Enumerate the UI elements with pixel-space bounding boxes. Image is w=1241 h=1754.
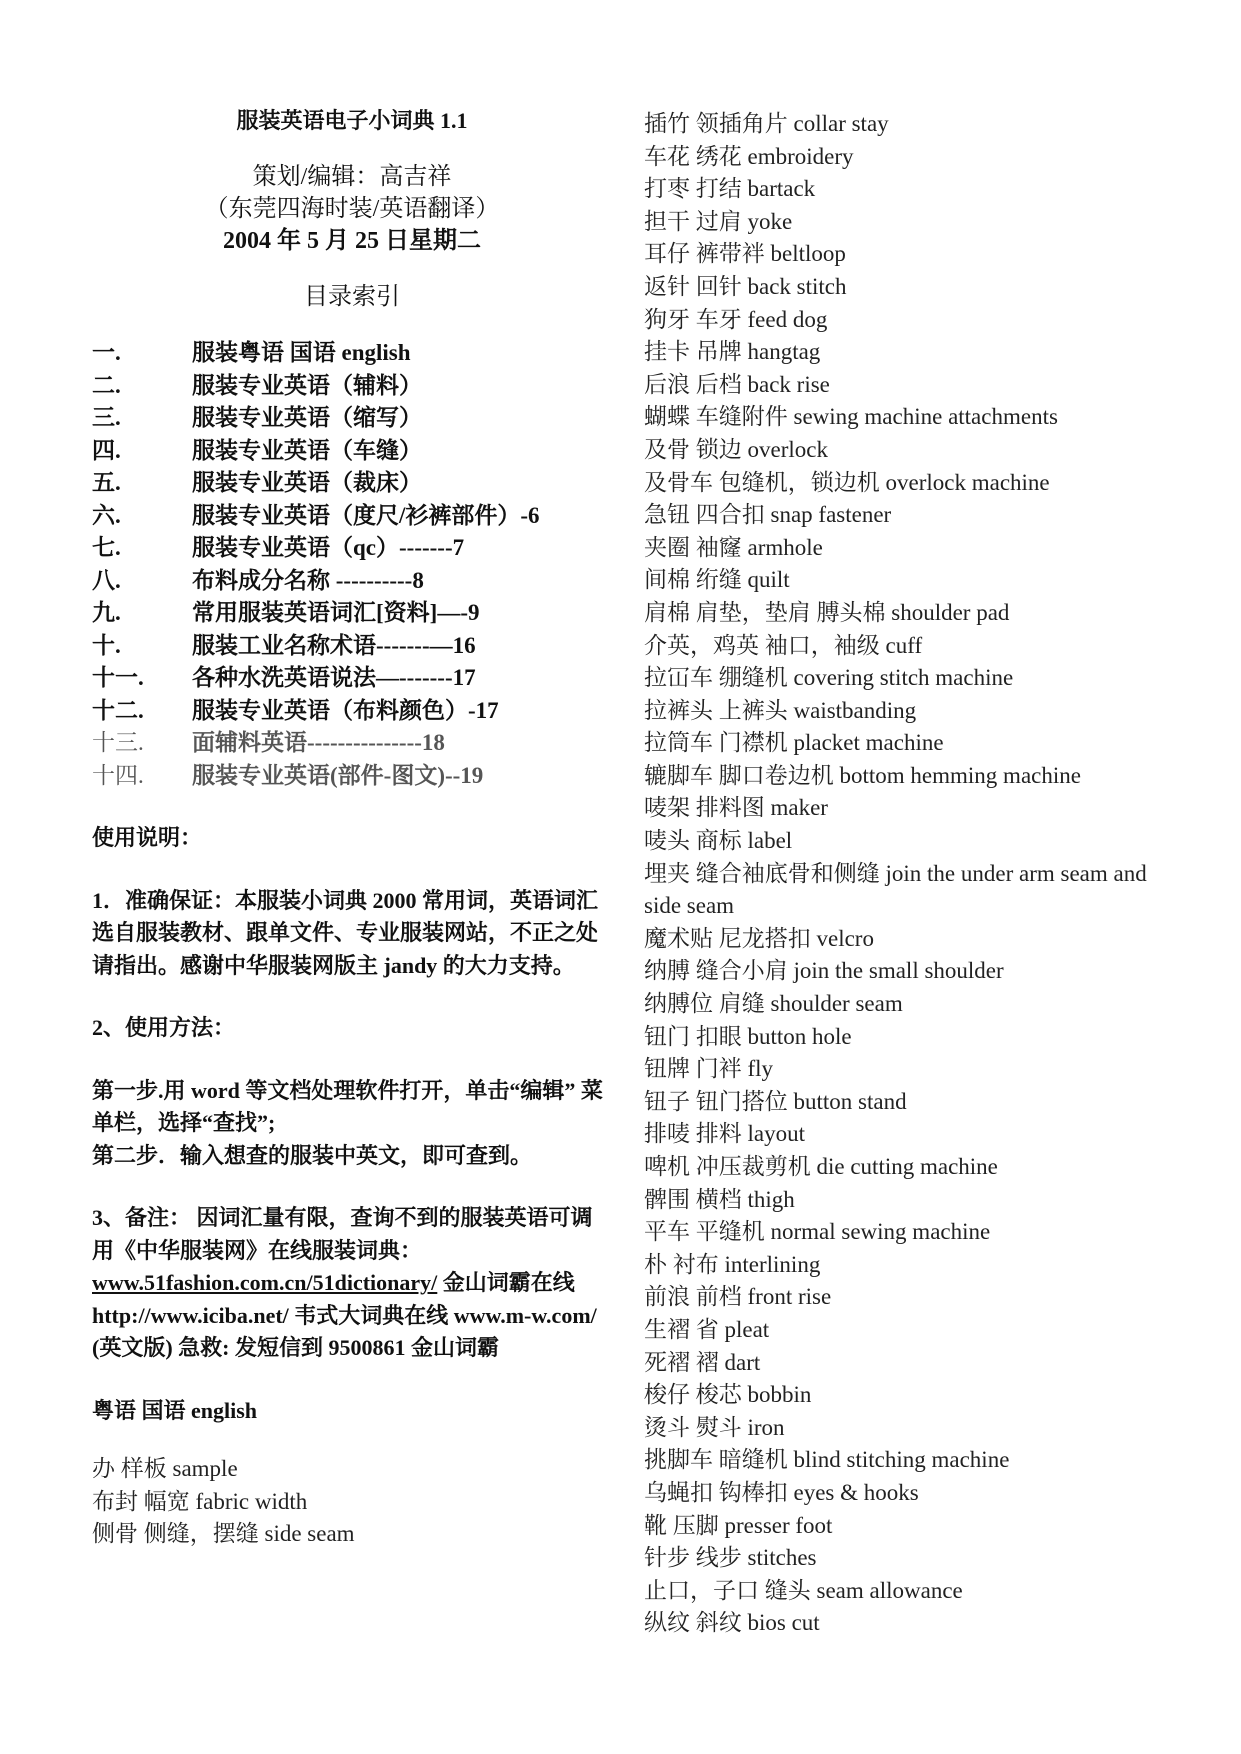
glossary-entry: 打枣 打结 bartack <box>644 176 816 202</box>
toc-item-number: 四. <box>92 437 121 463</box>
glossary-entry: 髀围 横档 thigh <box>644 1186 795 1212</box>
toc-item-label: 服装专业英语（qc）-------7 <box>192 535 465 560</box>
toc-item-number: 五. <box>92 470 121 495</box>
glossary-entry: 侧骨 侧缝，摆缝 side seam <box>92 1521 355 1547</box>
toc-item-label: 布料成分名称 ----------8 <box>192 567 424 593</box>
glossary-entry: 间棉 绗缝 quilt <box>644 567 790 593</box>
glossary-entry: 前浪 前档 front rise <box>644 1284 832 1310</box>
glossary-entry: 纳膊位 肩缝 shoulder seam <box>644 991 903 1017</box>
glossary-entry: 办 样板 sample <box>92 1456 238 1481</box>
glossary-entry: 辘脚车 脚口卷边机 bottom hemming machine <box>644 762 1081 788</box>
glossary-entry: 布封 幅宽 fabric width <box>92 1488 308 1514</box>
toc-item-number: 十三. <box>92 730 144 755</box>
glossary-entry: 拉冚车 绷缝机 covering stitch machine <box>644 665 1014 691</box>
toc-item-label: 服装粤语 国语 english <box>192 340 411 365</box>
toc-item-label: 服装专业英语（度尺/衫裤部件）-6 <box>192 502 540 528</box>
editor-line: 策划/编辑：高吉祥 <box>252 164 452 190</box>
toc-item <box>92 532 612 565</box>
toc-item-number: 七. <box>92 535 121 560</box>
glossary-entry: 拉裤头 上裤头 waistbanding <box>644 697 917 723</box>
glossary-entry: 钮门 扣眼 button hole <box>644 1023 852 1049</box>
glossary-entry: 啤机 冲压裁剪机 die cutting machine <box>644 1154 998 1179</box>
glossary-entry: 梭仔 梭芯 bobbin <box>644 1382 812 1408</box>
toc-item-number: 十一. <box>92 665 144 690</box>
toc-item-label: 服装专业英语（裁床） <box>192 470 422 495</box>
dictionary-link[interactable]: www.51fashion.com.cn/51dictionary/ <box>92 1270 438 1295</box>
glossary-entry: 急钮 四合扣 snap fastener <box>644 502 892 528</box>
glossary-entry: 介英，鸡英 袖口，袖级 cuff <box>644 632 923 658</box>
glossary-list-left <box>92 1453 612 1551</box>
table-of-contents <box>92 337 612 792</box>
glossary-entry: 肩棉 肩垫，垫肩 膊头棉 shoulder pad <box>644 599 1010 625</box>
glossary-entry: 死褶 褶 dart <box>644 1349 761 1375</box>
glossary-entry: 靴 压脚 presser foot <box>644 1512 833 1538</box>
toc-item-number: 十四. <box>92 762 144 788</box>
toc-item <box>92 597 612 630</box>
toc-item-label: 服装专业英语（辅料） <box>192 372 422 398</box>
toc-item-number: 十. <box>92 632 121 658</box>
glossary-entry: 钮牌 门袢 fly <box>644 1056 774 1082</box>
toc-item-number: 三. <box>92 405 121 430</box>
glossary-entry: 车花 绣花 embroidery <box>644 143 854 169</box>
toc-item-label: 各种水洗英语说法—-------17 <box>192 665 476 690</box>
usage-step-1: 第一步.用 word 等文档处理软件打开，单击“编辑” 菜单栏，选择“查找”; <box>92 1077 603 1135</box>
note-text: 3、备注： 因词汇量有限，查询不到的服装英语可调用《中华服装网》在线服装词典： <box>92 1205 593 1263</box>
glossary-entry: 埋夹 缝合袖底骨和侧缝 join the under arm seam and side seam <box>644 860 1147 919</box>
toc-item-number: 一. <box>92 340 121 365</box>
glossary-entry: 插竹 领插角片 collar stay <box>644 111 889 136</box>
toc-item <box>92 435 612 468</box>
left-column <box>92 105 612 1551</box>
usage-step-2: 第二步．输入想查的服装中英文，即可查到。 <box>92 1142 533 1168</box>
toc-item <box>92 467 612 500</box>
glossary-entry: 唛头 商标 label <box>644 828 793 854</box>
glossary-entry: 乌蝇扣 钩棒扣 eyes & hooks <box>644 1479 919 1505</box>
toc-item <box>92 695 612 728</box>
toc-item-number: 六. <box>92 502 121 528</box>
glossary-entry: 及骨车 包缝机，锁边机 overlock machine <box>644 469 1050 495</box>
usage-paragraph-2: 2、使用方法： <box>92 1015 236 1040</box>
toc-item-number: 九. <box>92 600 121 625</box>
toc-item-number: 十二. <box>92 697 144 723</box>
glossary-entry: 生褶 省 pleat <box>644 1316 770 1342</box>
glossary-entry: 唛架 排料图 maker <box>644 795 828 821</box>
glossary-entry: 蝴蝶 车缝附件 sewing machine attachments <box>644 404 1058 430</box>
glossary-entry: 后浪 后档 back rise <box>644 371 830 397</box>
glossary-entry: 针步 线步 stitches <box>644 1545 817 1571</box>
toc-item <box>92 370 612 403</box>
toc-item-label: 服装工业名称术语-------—16 <box>192 632 476 658</box>
toc-item <box>92 630 612 663</box>
glossary-entry: 魔术贴 尼龙搭扣 velcro <box>644 925 874 951</box>
glossary-entry: 担干 过肩 yoke <box>644 208 793 234</box>
usage-heading: 使用说明： <box>92 825 203 850</box>
glossary-entry: 及骨 锁边 overlock <box>644 436 828 462</box>
glossary-entry: 挂卡 吊牌 hangtag <box>644 339 821 365</box>
toc-item-label: 服装专业英语(部件-图文)--19 <box>192 762 484 788</box>
glossary-entry: 止口，子口 缝头 seam allowance <box>644 1577 963 1603</box>
document-title: 服装英语电子小词典 1.1 <box>236 108 468 133</box>
glossary-entry: 朴 衬布 interlining <box>644 1251 821 1277</box>
toc-item-number: 八. <box>92 567 121 593</box>
toc-item-label: 服装专业英语（缩写） <box>192 405 422 430</box>
toc-item-label: 常用服装英语词汇[资料]—-9 <box>192 600 480 625</box>
glossary-entry: 挑脚车 暗缝机 blind stitching machine <box>644 1447 1010 1473</box>
toc-item <box>92 500 612 533</box>
glossary-entry: 纵纹 斜纹 bios cut <box>644 1610 820 1636</box>
toc-item <box>92 565 612 598</box>
glossary-entry: 夹圈 袖窿 armhole <box>644 534 823 560</box>
glossary-entry: 拉筒车 门襟机 placket machine <box>644 730 944 756</box>
toc-item-label: 服装专业英语（布料颜色）-17 <box>192 697 499 723</box>
toc-item-label: 面辅料英语---------------18 <box>192 730 445 755</box>
toc-item-number: 二. <box>92 372 121 398</box>
date-line: 2004 年 5 月 25 日星期二 <box>223 228 481 254</box>
affiliation-line: （东莞四海时装/英语翻译） <box>204 196 500 222</box>
glossary-entry: 烫斗 熨斗 iron <box>644 1414 785 1440</box>
toc-item <box>92 662 612 695</box>
note-text-suffix: 金山词霸在线 http://www.iciba.net/ 韦式大词典在线 www.m-w.com/ (英文版) 急救: 发短信到 9500861 金山词霸 <box>92 1270 597 1360</box>
toc-heading: 目录索引 <box>304 284 400 310</box>
glossary-entry: 钮子 钮门搭位 button stand <box>644 1088 907 1114</box>
glossary-entry: 纳膊 缝合小肩 join the small shoulder <box>644 958 1004 984</box>
toc-item <box>92 760 612 793</box>
glossary-list-right <box>644 108 1164 1640</box>
usage-paragraph-1: 1．准确保证：本服装小词典 2000 常用词，英语词汇选自服装教材、跟单文件、专业服装网站，不正之处请指出。感谢中华服装网版主 jandy 的大力支持。 <box>92 887 599 978</box>
glossary-entry: 平车 平缝机 normal sewing machine <box>644 1219 991 1245</box>
toc-item <box>92 337 612 370</box>
glossary-entry: 耳仔 裤带袢 beltloop <box>644 241 846 267</box>
glossary-entry: 狗牙 车牙 feed dog <box>644 306 828 332</box>
glossary-heading: 粤语 国语 english <box>92 1397 258 1423</box>
toc-item <box>92 402 612 435</box>
toc-item <box>92 727 612 760</box>
glossary-entry: 返针 回针 back stitch <box>644 273 847 299</box>
usage-paragraph-3 <box>92 1202 612 1365</box>
toc-item-label: 服装专业英语（车缝） <box>192 437 422 463</box>
glossary-entry: 排唛 排料 layout <box>644 1121 805 1147</box>
